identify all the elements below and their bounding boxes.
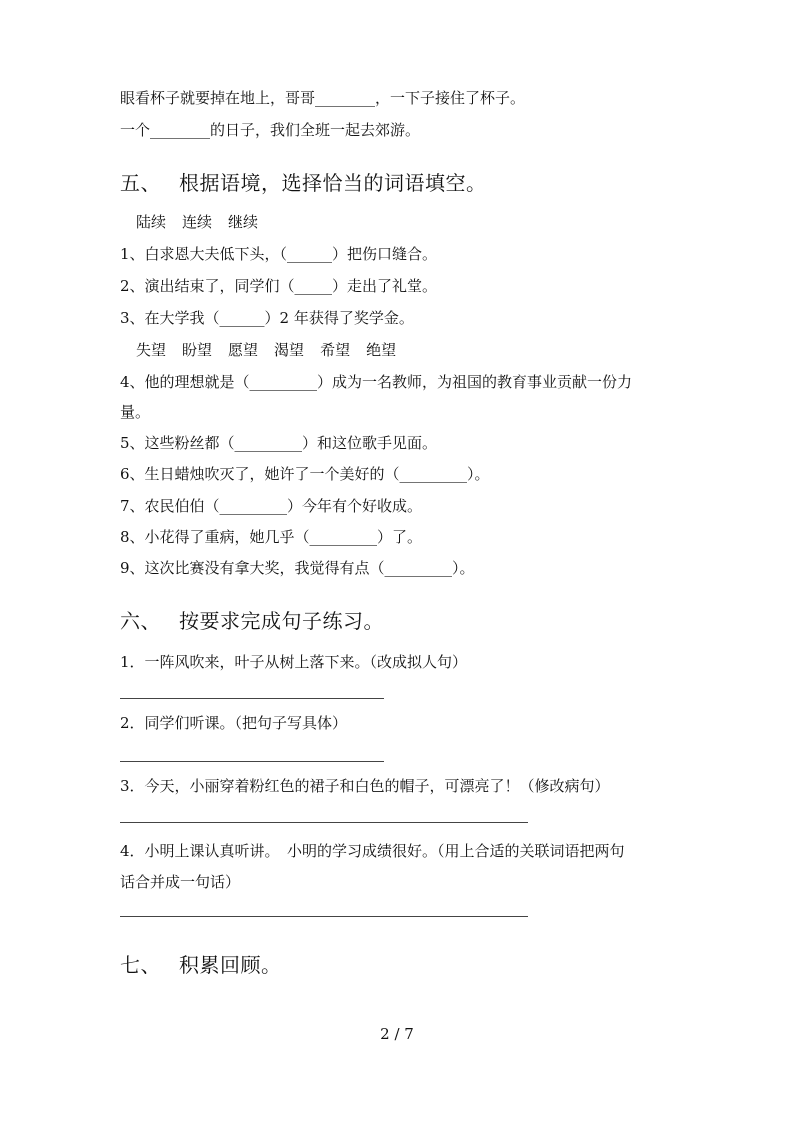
word-option: 渴望 bbox=[274, 341, 305, 359]
word-option: 连续 bbox=[182, 213, 213, 231]
fill-item-2: 2、演出结束了，同学们（_____）走出了礼堂。 bbox=[120, 277, 438, 295]
section-5-number: 五、 bbox=[120, 171, 161, 195]
fill-item-4-line-2: 量。 bbox=[120, 403, 151, 421]
answer-line-1[interactable] bbox=[120, 698, 384, 699]
answer-line-3[interactable] bbox=[120, 822, 528, 823]
intro-line-2: 一个________的日子，我们全班一起去郊游。 bbox=[120, 121, 421, 139]
fill-item-7: 7、农民伯伯（_________）今年有个好收成。 bbox=[120, 497, 423, 515]
fill-item-5: 5、这些粉丝都（_________）和这位歌手见面。 bbox=[120, 434, 438, 452]
page-number: 2 / 7 bbox=[380, 1025, 414, 1043]
fill-item-9: 9、这次比赛没有拿大奖，我觉得有点（_________）。 bbox=[120, 559, 475, 577]
word-option: 愿望 bbox=[228, 341, 259, 359]
exercise-4-line-1: 4．小明上课认真听讲。 小明的学习成绩很好。（用上合适的关联词语把两句 bbox=[120, 842, 625, 860]
fill-item-1: 1、白求恩大夫低下头，（______）把伤口缝合。 bbox=[120, 245, 438, 263]
intro-line-1: 眼看杯子就要掉在地上，哥哥________，一下子接住了杯子。 bbox=[120, 89, 526, 107]
exercise-4-line-2: 话合并成一句话） bbox=[120, 873, 241, 891]
word-option: 希望 bbox=[320, 341, 351, 359]
answer-line-4[interactable] bbox=[120, 916, 528, 917]
exercise-1: 1．一阵风吹来，叶子从树上落下来。（改成拟人句） bbox=[120, 653, 468, 671]
word-option: 失望 bbox=[136, 341, 167, 359]
fill-item-4-line-1: 4、他的理想就是（_________）成为一名教师，为祖国的教育事业贡献一份力 bbox=[120, 373, 633, 391]
section-5-title: 根据语境，选择恰当的词语填空。 bbox=[179, 171, 487, 195]
section-7-number: 七、 bbox=[120, 953, 161, 977]
fill-item-8: 8、小花得了重病，她几乎（_________）了。 bbox=[120, 528, 423, 546]
answer-line-2[interactable] bbox=[120, 761, 384, 762]
word-option: 继续 bbox=[228, 213, 259, 231]
fill-item-3: 3、在大学我（______）2 年获得了奖学金。 bbox=[120, 309, 414, 327]
section-6-number: 六、 bbox=[120, 609, 161, 633]
word-group-1 bbox=[136, 212, 274, 232]
word-option: 盼望 bbox=[182, 341, 213, 359]
section-7-heading bbox=[120, 952, 282, 978]
exercise-2: 2．同学们听课。（把句子写具体） bbox=[120, 714, 348, 732]
fill-item-6: 6、生日蜡烛吹灭了，她许了一个美好的（_________）。 bbox=[120, 465, 490, 483]
word-group-2 bbox=[136, 340, 412, 360]
section-6-heading bbox=[120, 608, 384, 634]
section-6-title: 按要求完成句子练习。 bbox=[179, 609, 384, 633]
word-option: 陆续 bbox=[136, 213, 167, 231]
section-7-title: 积累回顾。 bbox=[179, 953, 282, 977]
exercise-3: 3．今天，小丽穿着粉红色的裙子和白色的帽子，可漂亮了！（修改病句） bbox=[120, 777, 610, 795]
section-5-heading bbox=[120, 170, 487, 196]
word-option: 绝望 bbox=[366, 341, 397, 359]
